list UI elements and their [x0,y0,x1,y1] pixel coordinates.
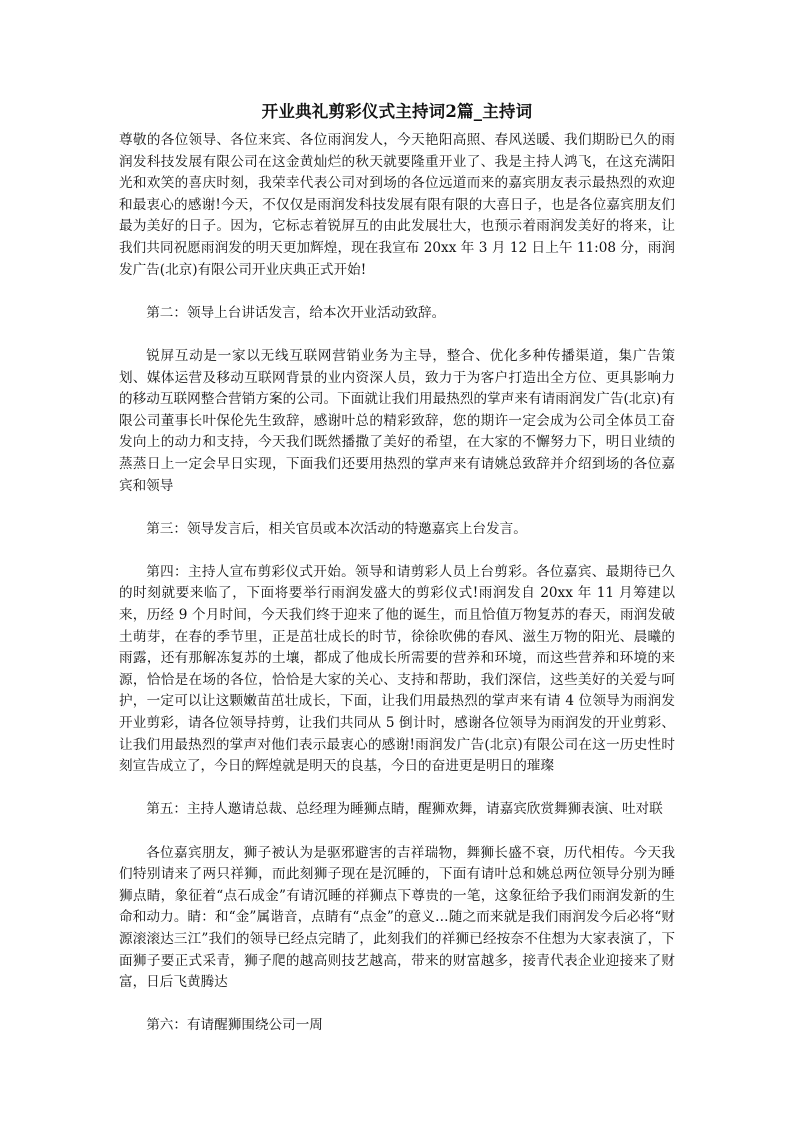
paragraph-gap [119,324,675,346]
document-page [119,100,675,1037]
paragraph-step-two: 第二：领导上台讲话发言，给本次开业活动致辞。 [146,304,446,321]
paragraph-gap [119,994,675,1016]
paragraph-step-four: 第四：主持人宣布剪彩仪式开始。领导和请剪彩人员上台剪彩。各位嘉宾、最期待已久的时刻就要来临了，下面将要举行雨润发盛大的剪彩仪式!雨润发自 20xx 年 11 月筹建以来，历经 9 个月时间，今天我们终于迎来了他的诞生，而且恰值万物复苏的春天，雨润发破土萌芽，在春的季节里，正是茁壮成长的时节，徐徐吹佛的春风、滋生万物的阳光、晨曦的雨露，还有那解冻复苏的土壤，都成了他成长所需要的营养和环境，而这些营养和环境的来源，恰恰是在场的各位，恰恰是大家的关心、支持和帮助，我们深信，这些美好的关爱与呵护，一定可以让这颗嫩苗茁壮成长，下面，让我们用最热烈的掌声来有请 4 位领导为雨润发开业剪彩，请各位领导持剪，让我们共同从 5 倒计时，感谢各位领导为雨润发的开业剪彩、让我们用最热烈的掌声对他们表示最衷心的感谢!雨润发广告(北京)有限公司在这一历史性时刻宣告成立了，今日的辉煌就是明天的良基，今日的奋进更是明日的璀璨 [119,563,675,775]
paragraph-gap [119,821,675,843]
paragraph-gap [119,540,675,562]
paragraph-step-three: 第三：领导发言后，相关官员或本次活动的特邀嘉宾上台发言。 [146,520,527,537]
paragraph-gap [119,778,675,800]
document-title: 开业典礼剪彩仪式主持词2篇_主持词 [261,102,533,121]
paragraph-gap [119,281,675,303]
paragraph-gap [119,497,675,519]
paragraph-company-intro: 锐屏互动是一家以无线互联网营销业务为主导，整合、优化多种传播渠道，集广告策划、媒体运营及移动互联网背景的业内资深人员，致力于为客户打造出全方位、更具影响力的移动互联网整合营销方案的公司。下面就让我们用最热烈的掌声来有请雨润发广告(北京)有限公司董事长叶保伦先生致辞，感谢叶总的精彩致辞，您的期许一定会成为公司全体员工奋发向上的动力和支持，今天我们既然播撒了美好的希望，在大家的不懈努力下，明日业绩的蒸蒸日上一定会早日实现，下面我们还要用热烈的掌声来有请姚总致辞并介绍到场的各位嘉宾和领导 [119,347,675,494]
paragraph-step-five: 第五：主持人邀请总裁、总经理为睡狮点睛，醒狮欢舞，请嘉宾欣赏舞狮表演、吐对联 [146,801,663,818]
paragraph-lion-dance: 各位嘉宾朋友，狮子被认为是驱邪避害的吉祥瑞物，舞狮长盛不衰，历代相传。今天我们特别请来了两只祥狮，而此刻狮子现在是沉睡的，下面有请叶总和姚总两位领导分别为睡狮点睛，象征着“点石成金”有请沉睡的祥狮点下尊贵的一笔，这象征给予我们雨润发新的生命和动力。睛：和“金”属谐音，点睛有“点金”的意义…随之而来就是我们雨润发今后必将“财源滚滚达三江”我们的领导已经点完睛了，此刻我们的祥狮已经按奈不住想为大家表演了，下面狮子要正式采青，狮子爬的越高则技艺越高，带来的财富越多，接青代表企业迎接来了财富，日后飞黄腾达 [119,844,675,991]
paragraph-opening: 尊敬的各位领导、各位来宾、各位雨润发人，今天艳阳高照、春风送暖、我们期盼已久的雨润发科技发展有限公司在这金黄灿烂的秋天就要隆重开业了、我是主持人鸿飞，在这充满阳光和欢笑的喜庆时刻，我荣幸代表公司对到场的各位远道而来的嘉宾朋友表示最热烈的欢迎和最衷心的感谢!今天，不仅仅是雨润发科技发展有限有限的大喜日子，也是各位嘉宾朋友们最为美好的日子。因为，它标志着锐屏互的由此发展壮大，也预示着雨润发美好的将来，让我们共同祝愿雨润发的明天更加辉煌，现在我宣布 20xx 年 3 月 12 日上午 11:08 分，雨润发广告(北京)有限公司开业庆典正式开始! [119,132,675,278]
paragraph-step-six: 第六：有请醒狮围绕公司一周 [146,1017,323,1034]
